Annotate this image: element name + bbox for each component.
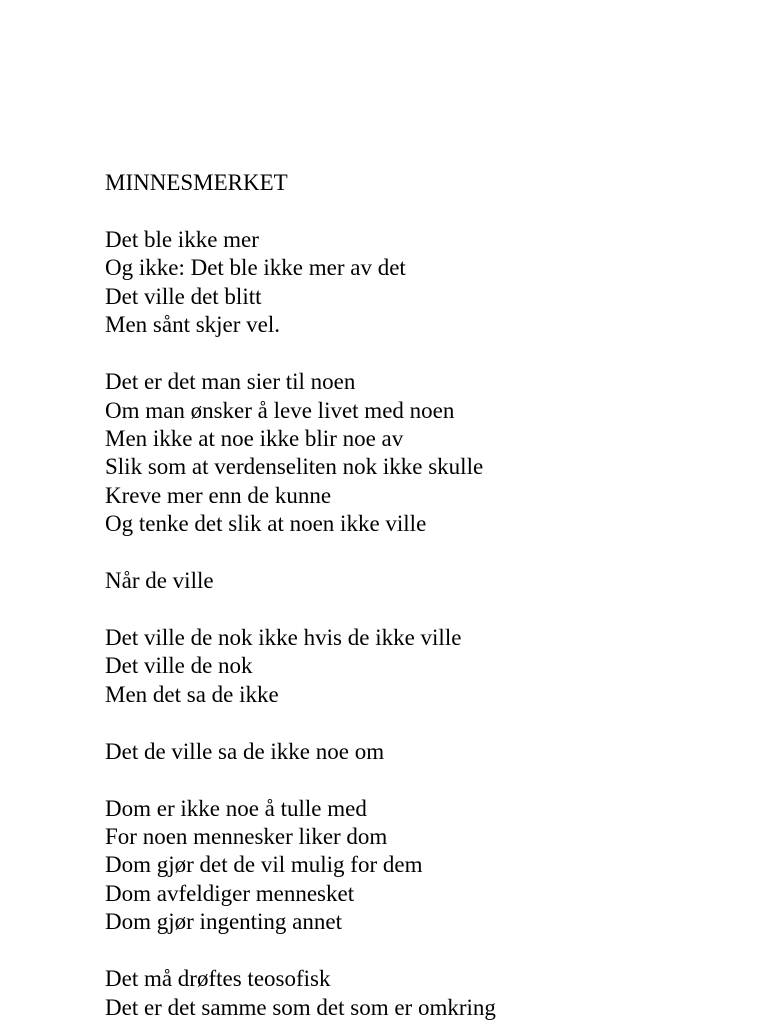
poem-line: Men sånt skjer vel.	[105, 312, 281, 338]
poem-line: For noen mennesker liker dom	[105, 824, 388, 849]
poem-line: Når de ville	[105, 568, 214, 594]
poem-line: Det de ville sa de ikke noe om	[105, 738, 385, 764]
stanza	[105, 226, 725, 340]
poem-line: Det er det samme som det som er omkring	[105, 994, 496, 1020]
stanza	[105, 368, 725, 538]
poem-line: Dom avfeldiger mennesket	[105, 880, 355, 906]
poem-body	[105, 226, 725, 1022]
poem-line: Dom gjør ingenting annet	[105, 909, 342, 935]
poem-line: Dom er ikke noe å tulle med	[105, 795, 367, 821]
stanza	[105, 567, 725, 595]
poem-page	[105, 169, 725, 1022]
poem-line: Og tenke det slik at noen ikke ville	[105, 511, 427, 537]
stanza	[105, 795, 725, 937]
poem-line: Det er det man sier til noen	[105, 369, 356, 395]
poem-line: Og ikke: Det ble ikke mer av det	[105, 255, 406, 281]
poem-line: Slik som at verdenseliten nok ikke skulle	[105, 454, 484, 480]
stanza	[105, 624, 725, 709]
poem-line: Det må drøftes teosofisk	[105, 966, 331, 992]
poem-line: Det ble ikke mer	[105, 227, 259, 252]
poem-line: Kreve mer enn de kunne	[105, 482, 332, 508]
poem-line: Om man ønsker å leve livet med noen	[105, 397, 455, 423]
stanza	[105, 738, 725, 766]
poem-line: Men det sa de ikke	[105, 681, 279, 707]
poem-line: Det ville det blitt	[105, 283, 262, 309]
poem-line: Men ikke at noe ikke blir noe av	[105, 425, 404, 451]
poem-line: Dom gjør det de vil mulig for dem	[105, 852, 423, 878]
stanza	[105, 965, 725, 1022]
poem-line: Det ville de nok	[105, 653, 253, 679]
poem-line: Det ville de nok ikke hvis de ikke ville	[105, 624, 462, 650]
poem-title: MINNESMERKET	[105, 170, 288, 195]
